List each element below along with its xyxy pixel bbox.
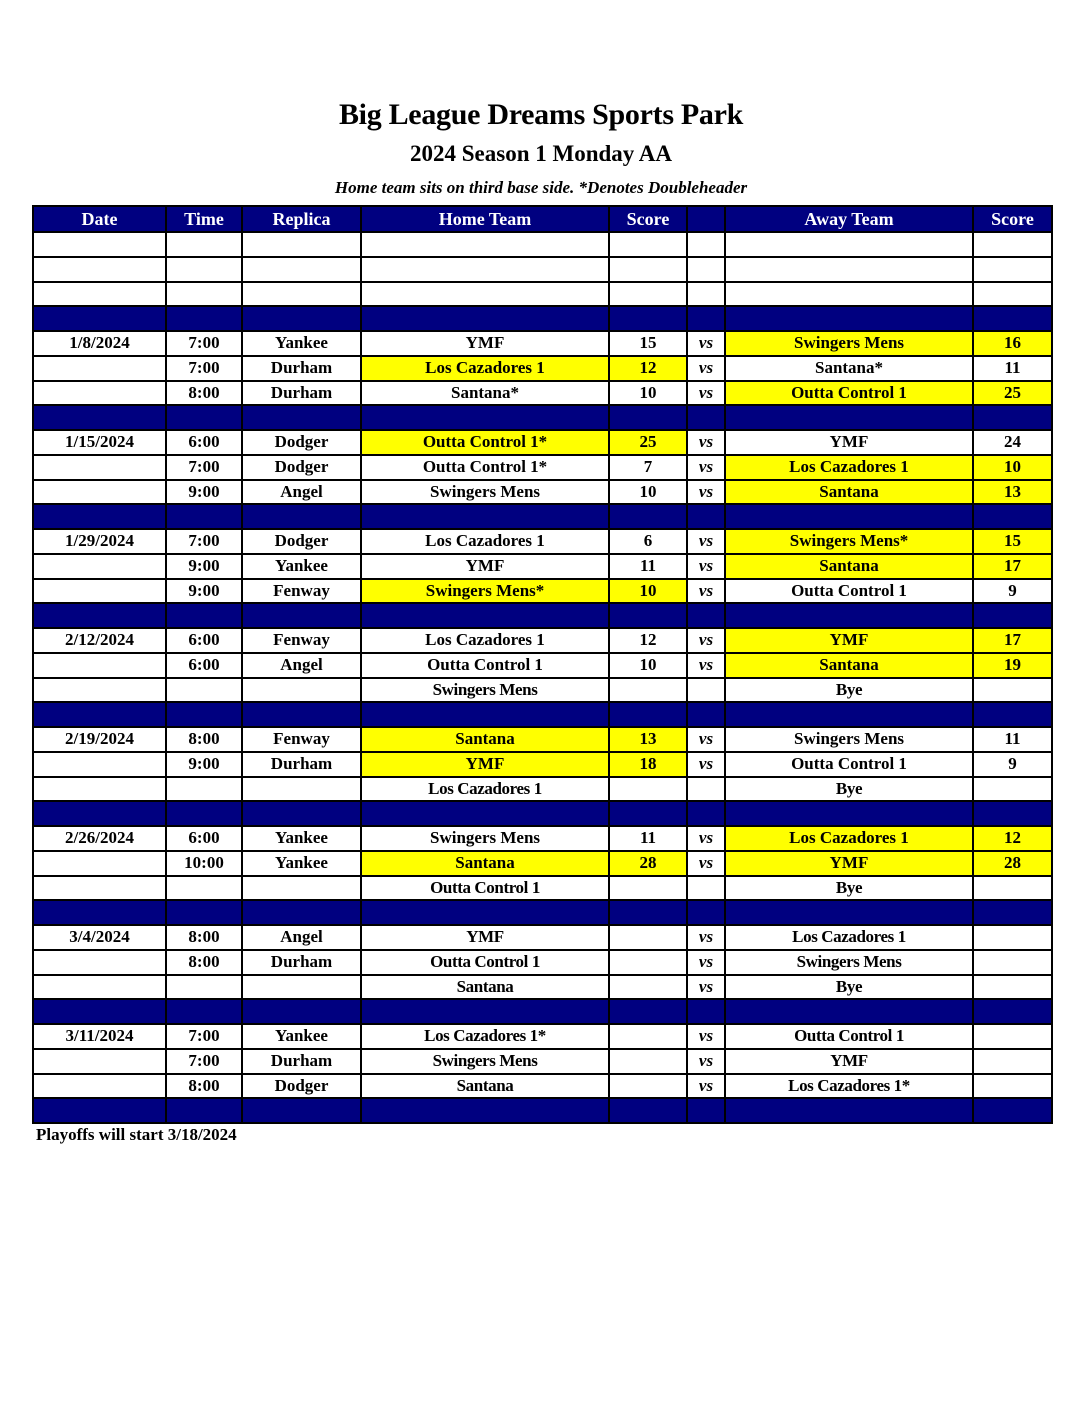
home-team: Swingers Mens: [361, 678, 609, 703]
away-team: Los Cazadores 1: [725, 826, 973, 851]
vs-label: vs: [687, 727, 725, 752]
game-date: [33, 876, 166, 901]
away-team: YMF: [725, 628, 973, 653]
away-score: 24: [973, 430, 1052, 455]
game-replica-field: Durham: [242, 356, 361, 381]
home-score: [609, 925, 687, 950]
home-team: Santana: [361, 727, 609, 752]
game-replica-field: [242, 876, 361, 901]
game-row: [33, 455, 1052, 480]
game-replica-field: Durham: [242, 950, 361, 975]
home-score: [609, 1024, 687, 1049]
home-score: 11: [609, 826, 687, 851]
home-score: [609, 975, 687, 1000]
home-team: Swingers Mens: [361, 826, 609, 851]
week-separator-row: [33, 702, 1052, 727]
away-score: [973, 950, 1052, 975]
game-time: [166, 777, 242, 802]
away-score: 13: [973, 480, 1052, 505]
away-score: 9: [973, 579, 1052, 604]
col-home-score: Score: [609, 206, 687, 232]
game-date: [33, 1049, 166, 1074]
game-row: [33, 381, 1052, 406]
home-team: Santana*: [361, 381, 609, 406]
game-date: [33, 752, 166, 777]
game-date: [33, 678, 166, 703]
game-time: 9:00: [166, 579, 242, 604]
game-time: [166, 678, 242, 703]
home-score: [609, 1074, 687, 1099]
game-date: [33, 1074, 166, 1099]
away-team: Swingers Mens: [725, 727, 973, 752]
home-team: Los Cazadores 1: [361, 777, 609, 802]
game-date: [33, 653, 166, 678]
away-team: Swingers Mens: [725, 331, 973, 356]
game-date: 1/29/2024: [33, 529, 166, 554]
home-team: Swingers Mens: [361, 480, 609, 505]
away-team: Los Cazadores 1: [725, 455, 973, 480]
game-time: 7:00: [166, 356, 242, 381]
vs-label: vs: [687, 950, 725, 975]
home-score: 18: [609, 752, 687, 777]
home-team: YMF: [361, 554, 609, 579]
game-replica-field: Yankee: [242, 851, 361, 876]
home-score: [609, 950, 687, 975]
home-team: Swingers Mens*: [361, 579, 609, 604]
away-team: Outta Control 1: [725, 1024, 973, 1049]
game-replica-field: Dodger: [242, 430, 361, 455]
game-row: [33, 579, 1052, 604]
game-date: 2/12/2024: [33, 628, 166, 653]
game-replica-field: Dodger: [242, 455, 361, 480]
home-team: Outta Control 1*: [361, 430, 609, 455]
col-date: Date: [33, 206, 166, 232]
vs-label: [687, 876, 725, 901]
game-row: [33, 529, 1052, 554]
home-score: 10: [609, 480, 687, 505]
vs-label: vs: [687, 554, 725, 579]
home-team: Los Cazadores 1: [361, 529, 609, 554]
away-team: Santana*: [725, 356, 973, 381]
page-title: Big League Dreams Sports Park: [338, 98, 744, 131]
home-score: 6: [609, 529, 687, 554]
home-score: 10: [609, 579, 687, 604]
away-score: 19: [973, 653, 1052, 678]
home-score: 12: [609, 356, 687, 381]
game-time: 8:00: [166, 950, 242, 975]
col-replica: Replica: [242, 206, 361, 232]
game-time: 7:00: [166, 331, 242, 356]
away-team: Bye: [725, 777, 973, 802]
vs-label: vs: [687, 331, 725, 356]
away-score: [973, 1049, 1052, 1074]
vs-label: vs: [687, 752, 725, 777]
away-team: Santana: [725, 554, 973, 579]
home-team: Santana: [361, 851, 609, 876]
game-time: 8:00: [166, 381, 242, 406]
away-team: Bye: [725, 678, 973, 703]
week-separator-row: [33, 900, 1052, 925]
game-replica-field: [242, 777, 361, 802]
game-row: [33, 653, 1052, 678]
vs-label: vs: [687, 851, 725, 876]
away-team: Outta Control 1: [725, 752, 973, 777]
game-row: [33, 950, 1052, 975]
home-score: 11: [609, 554, 687, 579]
game-row: [33, 628, 1052, 653]
home-score: [609, 1049, 687, 1074]
game-replica-field: Yankee: [242, 554, 361, 579]
game-time: 6:00: [166, 653, 242, 678]
home-team: Santana: [361, 975, 609, 1000]
game-replica-field: [242, 975, 361, 1000]
home-score: 10: [609, 381, 687, 406]
game-time: 7:00: [166, 529, 242, 554]
game-replica-field: Dodger: [242, 529, 361, 554]
game-time: 8:00: [166, 1074, 242, 1099]
away-team: Los Cazadores 1*: [725, 1074, 973, 1099]
game-row: [33, 331, 1052, 356]
home-score: [609, 876, 687, 901]
away-team: Swingers Mens*: [725, 529, 973, 554]
away-team: YMF: [725, 430, 973, 455]
home-team: Outta Control 1*: [361, 455, 609, 480]
away-team: YMF: [725, 851, 973, 876]
game-row: [33, 1024, 1052, 1049]
away-score: 9: [973, 752, 1052, 777]
vs-label: vs: [687, 356, 725, 381]
game-time: 6:00: [166, 826, 242, 851]
game-replica-field: Durham: [242, 381, 361, 406]
away-team: Swingers Mens: [725, 950, 973, 975]
blank-row: [33, 257, 1052, 282]
game-time: 9:00: [166, 752, 242, 777]
col-home-team: Home Team: [361, 206, 609, 232]
game-date: [33, 777, 166, 802]
week-separator-row: [33, 1098, 1052, 1123]
away-score: 17: [973, 628, 1052, 653]
vs-label: vs: [687, 529, 725, 554]
vs-label: vs: [687, 480, 725, 505]
away-score: 17: [973, 554, 1052, 579]
game-row: [33, 1074, 1052, 1099]
away-team: Bye: [725, 975, 973, 1000]
game-time: 9:00: [166, 480, 242, 505]
header-row: [33, 206, 1052, 232]
home-score: 12: [609, 628, 687, 653]
game-row: [33, 752, 1052, 777]
away-team: Los Cazadores 1: [725, 925, 973, 950]
game-time: 9:00: [166, 554, 242, 579]
away-score: [973, 925, 1052, 950]
game-date: [33, 480, 166, 505]
away-score: 16: [973, 331, 1052, 356]
away-team: Santana: [725, 480, 973, 505]
game-row: [33, 975, 1052, 1000]
home-team: Outta Control 1: [361, 876, 609, 901]
game-date: [33, 356, 166, 381]
blank-row: [33, 232, 1052, 257]
game-row: [33, 678, 1052, 703]
home-score: 13: [609, 727, 687, 752]
game-date: [33, 579, 166, 604]
playoffs-note: Playoffs will start 3/18/2024: [36, 1125, 237, 1144]
col-vs: [687, 206, 725, 232]
home-team: YMF: [361, 925, 609, 950]
away-team: YMF: [725, 1049, 973, 1074]
away-score: 11: [973, 727, 1052, 752]
away-score: 25: [973, 381, 1052, 406]
game-date: 1/15/2024: [33, 430, 166, 455]
home-score: [609, 777, 687, 802]
game-time: 7:00: [166, 1024, 242, 1049]
game-row: [33, 826, 1052, 851]
game-replica-field: Angel: [242, 653, 361, 678]
vs-label: [687, 777, 725, 802]
game-date: [33, 455, 166, 480]
game-date: 3/11/2024: [33, 1024, 166, 1049]
blank-row: [33, 282, 1052, 307]
game-time: 8:00: [166, 727, 242, 752]
home-team: Santana: [361, 1074, 609, 1099]
game-row: [33, 777, 1052, 802]
away-team: Outta Control 1: [725, 381, 973, 406]
game-row: [33, 851, 1052, 876]
game-time: 8:00: [166, 925, 242, 950]
week-separator-row: [33, 801, 1052, 826]
away-team: Bye: [725, 876, 973, 901]
vs-label: vs: [687, 1074, 725, 1099]
game-row: [33, 1049, 1052, 1074]
week-separator-row: [33, 504, 1052, 529]
away-score: [973, 678, 1052, 703]
game-replica-field: Yankee: [242, 331, 361, 356]
week-separator-row: [33, 306, 1052, 331]
game-date: [33, 554, 166, 579]
vs-label: vs: [687, 579, 725, 604]
away-score: [973, 975, 1052, 1000]
vs-label: vs: [687, 975, 725, 1000]
page-subtitle: 2024 Season 1 Monday AA: [410, 141, 672, 166]
home-team: Outta Control 1: [361, 950, 609, 975]
game-date: 1/8/2024: [33, 331, 166, 356]
game-replica-field: Yankee: [242, 1024, 361, 1049]
game-time: 7:00: [166, 1049, 242, 1074]
home-team: Los Cazadores 1: [361, 628, 609, 653]
game-replica-field: Yankee: [242, 826, 361, 851]
vs-label: vs: [687, 826, 725, 851]
home-team: Outta Control 1: [361, 653, 609, 678]
game-date: 2/26/2024: [33, 826, 166, 851]
home-team: Los Cazadores 1: [361, 356, 609, 381]
home-team: Swingers Mens: [361, 1049, 609, 1074]
game-replica-field: Durham: [242, 1049, 361, 1074]
vs-label: vs: [687, 381, 725, 406]
week-separator-row: [33, 999, 1052, 1024]
vs-label: vs: [687, 628, 725, 653]
home-team: Los Cazadores 1*: [361, 1024, 609, 1049]
away-team: Santana: [725, 653, 973, 678]
vs-label: vs: [687, 925, 725, 950]
game-replica-field: Fenway: [242, 628, 361, 653]
game-replica-field: [242, 678, 361, 703]
game-time: 7:00: [166, 455, 242, 480]
week-separator-row: [33, 603, 1052, 628]
home-team: YMF: [361, 752, 609, 777]
game-date: 3/4/2024: [33, 925, 166, 950]
home-score: 10: [609, 653, 687, 678]
week-separator-row: [33, 405, 1052, 430]
col-away-team: Away Team: [725, 206, 973, 232]
away-score: 12: [973, 826, 1052, 851]
game-time: 10:00: [166, 851, 242, 876]
home-score: 7: [609, 455, 687, 480]
game-row: [33, 727, 1052, 752]
away-score: [973, 1074, 1052, 1099]
home-score: 28: [609, 851, 687, 876]
away-team: Outta Control 1: [725, 579, 973, 604]
game-date: 2/19/2024: [33, 727, 166, 752]
vs-label: vs: [687, 1024, 725, 1049]
away-score: [973, 1024, 1052, 1049]
game-replica-field: Durham: [242, 752, 361, 777]
vs-label: vs: [687, 455, 725, 480]
away-score: 10: [973, 455, 1052, 480]
game-date: [33, 851, 166, 876]
home-score: 15: [609, 331, 687, 356]
col-time: Time: [166, 206, 242, 232]
away-score: [973, 876, 1052, 901]
home-team: YMF: [361, 331, 609, 356]
vs-label: vs: [687, 653, 725, 678]
schedule-table: [32, 205, 1053, 1124]
vs-label: [687, 678, 725, 703]
vs-label: vs: [687, 1049, 725, 1074]
game-replica-field: Angel: [242, 480, 361, 505]
game-replica-field: Fenway: [242, 727, 361, 752]
game-time: 6:00: [166, 430, 242, 455]
game-replica-field: Fenway: [242, 579, 361, 604]
game-time: [166, 876, 242, 901]
home-score: 25: [609, 430, 687, 455]
game-row: [33, 480, 1052, 505]
away-score: 15: [973, 529, 1052, 554]
away-score: 11: [973, 356, 1052, 381]
game-row: [33, 925, 1052, 950]
schedule-note: Home team sits on third base side. *Denotes Doubleheader: [334, 178, 748, 197]
game-row: [33, 876, 1052, 901]
game-time: [166, 975, 242, 1000]
schedule-body: [33, 232, 1052, 1123]
vs-label: vs: [687, 430, 725, 455]
game-date: [33, 975, 166, 1000]
game-replica-field: Angel: [242, 925, 361, 950]
game-time: 6:00: [166, 628, 242, 653]
game-row: [33, 430, 1052, 455]
col-away-score: Score: [973, 206, 1052, 232]
away-score: [973, 777, 1052, 802]
game-row: [33, 554, 1052, 579]
away-score: 28: [973, 851, 1052, 876]
game-date: [33, 950, 166, 975]
game-replica-field: Dodger: [242, 1074, 361, 1099]
game-row: [33, 356, 1052, 381]
home-score: [609, 678, 687, 703]
game-date: [33, 381, 166, 406]
